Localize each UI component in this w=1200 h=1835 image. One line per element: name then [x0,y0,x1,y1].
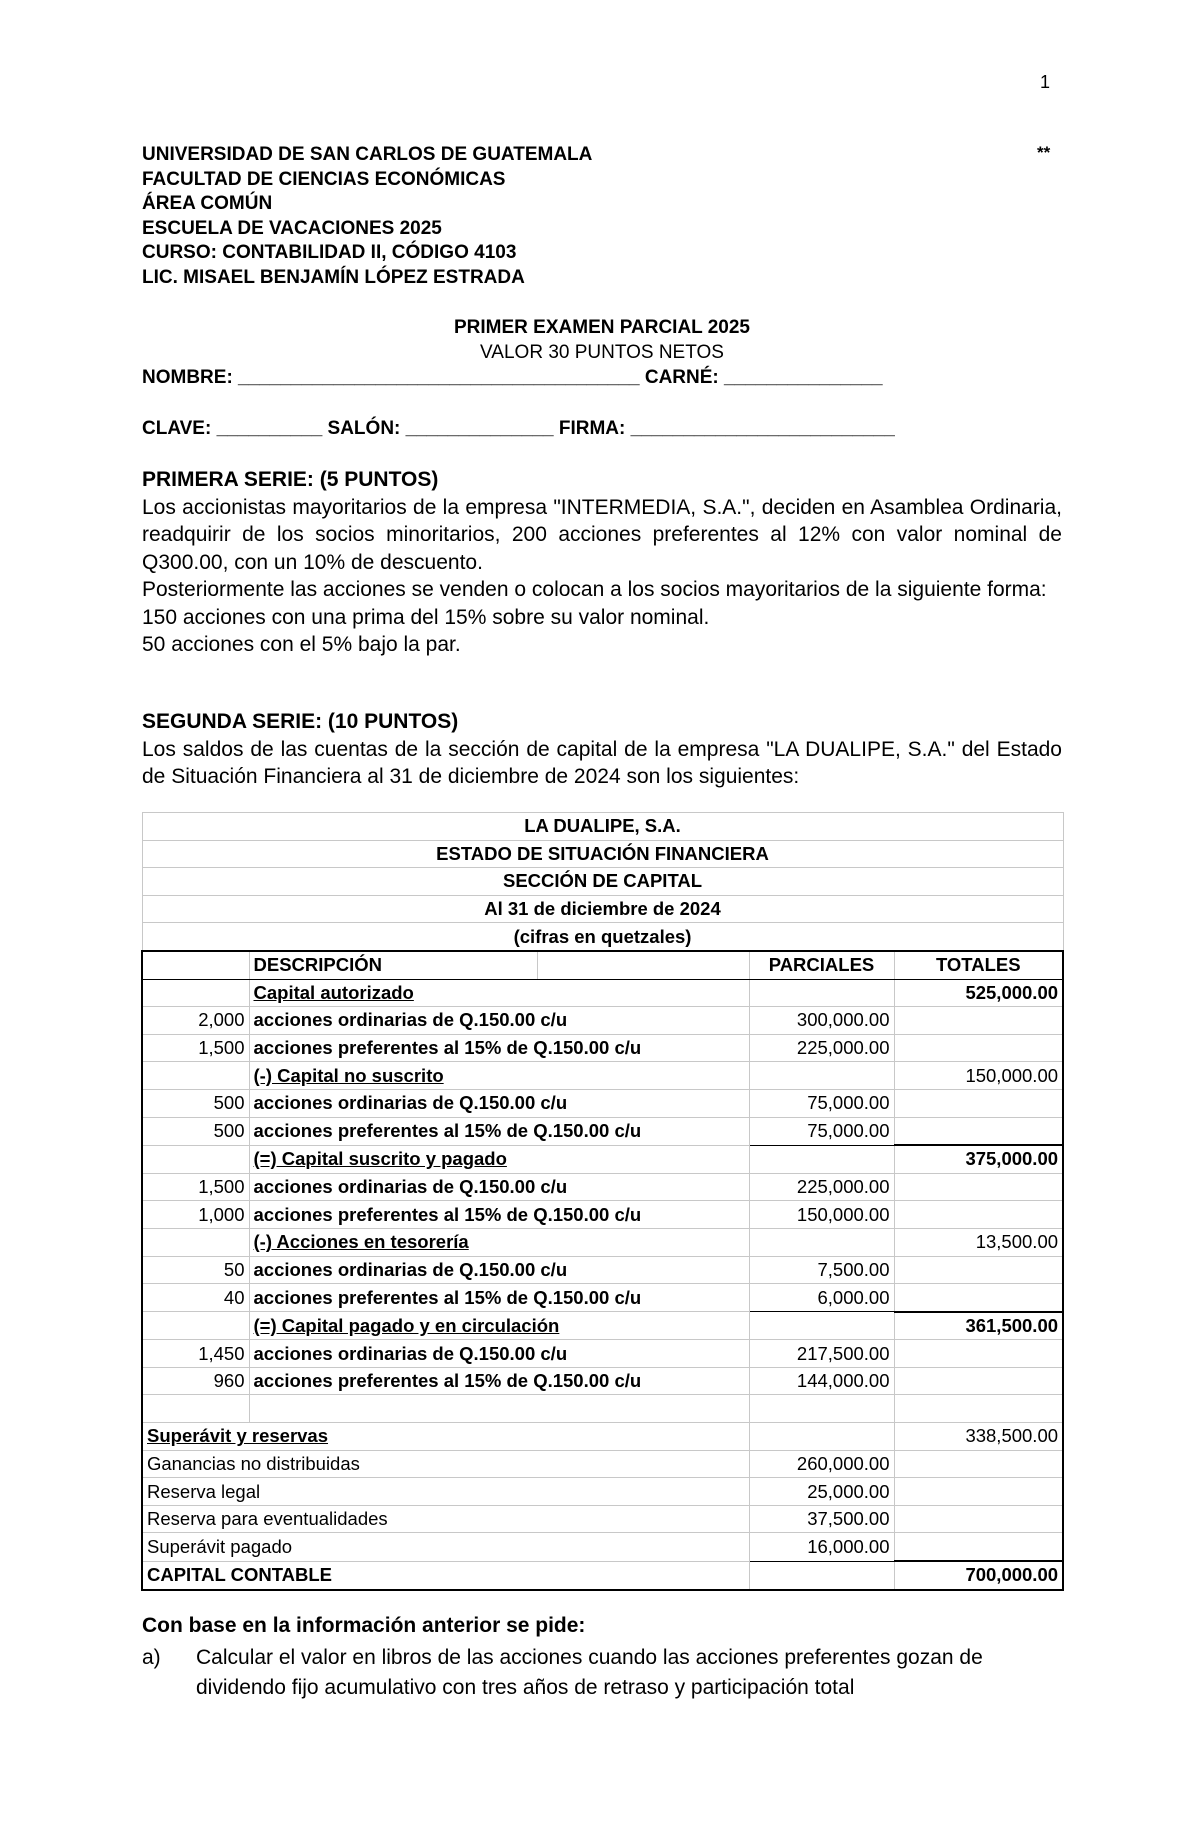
capital-contable-label: CAPITAL CONTABLE [142,1561,749,1590]
name-carne-line: NOMBRE: ______________________________________ CARNÉ: _______________ [142,367,883,388]
exam-value: VALOR 30 PUNTOS NETOS [480,342,724,363]
table-row: 40 acciones preferentes al 15% de Q.150.00 c/u 6,000.00 [142,1284,1063,1312]
table-row [142,1423,1063,1451]
table-row: (=) Capital suscrito y pagado 375,000.00 [142,1145,1063,1173]
footer-item-text: Calcular el valor en libros de las acciones cuando las acciones preferentes gozan de dividendo fijo acumulativo con tres años de retraso y participación total [196,1646,983,1699]
capital-contable-total: 700,000.00 [894,1561,1063,1590]
table-row: 1,000 acciones preferentes al 15% de Q.150.00 c/u 150,000.00 [142,1201,1063,1229]
header-university: UNIVERSIDAD DE SAN CARLOS DE GUATEMALA [142,144,593,165]
table-row: (-) Capital no suscrito 150,000.00 [142,1062,1063,1090]
header-course: CURSO: CONTABILIDAD II, CÓDIGO 4103 [142,242,517,264]
primera-serie-para2: Posteriormente las acciones se venden o colocan a los socios mayoritarios de la siguiente forma: [142,578,1047,602]
page-number: 1 [1040,72,1051,92]
capital-contable-row [142,1561,1063,1590]
table-row: Capital autorizado 525,000.00 [142,979,1063,1007]
footer-title: Con base en la información anterior se pide: [142,1614,586,1637]
table-title-row [142,895,1063,923]
table-date: Al 31 de diciembre de 2024 [142,895,1063,923]
header-school: ESCUELA DE VACACIONES 2025 [142,217,442,239]
segunda-serie [142,708,1062,791]
header-professor: LIC. MISAEL BENJAMÍN LÓPEZ ESTRADA [142,266,525,288]
primera-serie-line4: 50 acciones con el 5% bajo la par. [142,633,461,657]
clave-salon-firma-line: CLAVE: __________ SALÓN: ______________ FIRMA: _________________________ [142,418,895,439]
table-row: (-) Acciones en tesorería 13,500.00 [142,1228,1063,1256]
table-row: (=) Capital pagado y en circulación 361,500.00 [142,1312,1063,1340]
footer-item-letter: a) [142,1646,161,1669]
surplus-title: Superávit y reservas [142,1423,749,1451]
surplus-total: 338,500.00 [894,1423,1063,1451]
table-row: 50 acciones ordinarias de Q.150.00 c/u 7,500.00 [142,1256,1063,1284]
exam-title: PRIMER EXAMEN PARCIAL 2025 [454,317,750,338]
header-description: DESCRIPCIÓN [249,951,537,979]
table-row: 1,500 acciones ordinarias de Q.150.00 c/u 225,000.00 [142,1173,1063,1201]
table-units: (cifras en quetzales) [142,923,1063,951]
document-header [142,143,1062,291]
table-row: Ganancias no distribuidas 260,000.00 [142,1450,1063,1478]
primera-serie-para1: Los accionistas mayoritarios de la empresa "INTERMEDIA, S.A.", deciden en Asamblea Ordinaria, readquirir de los socios minoritarios, 200 acciones preferentes al 12% con valor nominal de Q300.00, con un 10% de descuento. [142,496,1062,574]
table-row: Superávit pagado 16,000.00 [142,1533,1063,1561]
table-row: 1,500 acciones preferentes al 15% de Q.150.00 c/u 225,000.00 [142,1034,1063,1062]
header-totals: TOTALES [894,951,1063,979]
header-faculty: FACULTAD DE CIENCIAS ECONÓMICAS [142,168,506,190]
table-row: 500 acciones ordinarias de Q.150.00 c/u 75,000.00 [142,1089,1063,1117]
footer-item-a [142,1643,1062,1703]
table-title-row [142,868,1063,896]
header-partials: PARCIALES [749,951,894,979]
segunda-serie-title: SEGUNDA SERIE: (10 PUNTOS) [142,710,459,733]
segunda-serie-para: Los saldos de las cuentas de la sección de capital de la empresa "LA DUALIPE, S.A." del Estado de Situación Financiera al 31 de diciembre de 2024 son los siguientes: [142,738,1062,789]
table-row: 1,450 acciones ordinarias de Q.150.00 c/u 217,500.00 [142,1340,1063,1368]
table-row: 500 acciones preferentes al 15% de Q.150.00 c/u 75,000.00 [142,1117,1063,1145]
table-row: 2,000 acciones ordinarias de Q.150.00 c/u 300,000.00 [142,1007,1063,1035]
primera-serie [142,466,1062,658]
primera-serie-title: PRIMERA SERIE: (5 PUNTOS) [142,468,439,491]
primera-serie-line3: 150 acciones con una prima del 15% sobre su valor nominal. [142,605,710,629]
table-statement: ESTADO DE SITUACIÓN FINANCIERA [142,840,1063,868]
table-section: SECCIÓN DE CAPITAL [142,868,1063,896]
table-company: LA DUALIPE, S.A. [142,813,1063,841]
header-stars: ** [1037,143,1051,162]
table-title-row [142,840,1063,868]
table-header-row [142,951,1063,979]
header-area: ÁREA COMÚN [142,193,273,215]
table-title-row [142,923,1063,951]
table-row [142,1395,1063,1423]
capital-section-table [141,812,1064,1591]
table-row: Reserva legal 25,000.00 [142,1478,1063,1506]
table-row: 960 acciones preferentes al 15% de Q.150.00 c/u 144,000.00 [142,1367,1063,1395]
table-title-row [142,813,1063,841]
table-row: Reserva para eventualidades 37,500.00 [142,1505,1063,1533]
